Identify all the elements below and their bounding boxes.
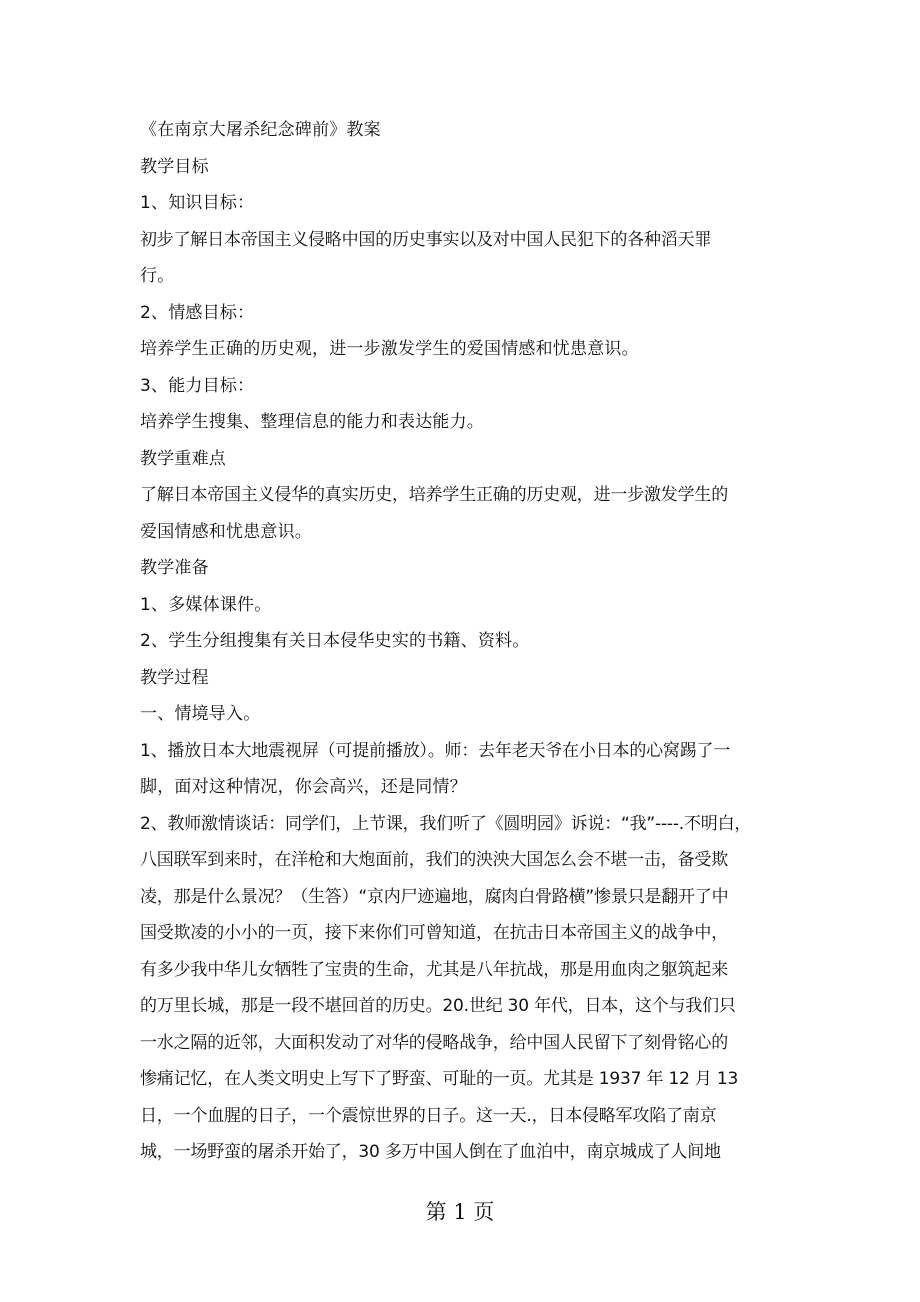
paragraph-line: 1、播放日本大地震视屏（可提前播放）。师：去年老天爷在小日本的心窝踢了一	[140, 740, 731, 761]
list-item: 2、学生分组搜集有关日本侵华史实的书籍、资料。	[140, 631, 530, 651]
section-heading: 教学准备	[140, 558, 209, 578]
paragraph-line: 2、教师激情谈话：同学们，上节课，我们听了《圆明园》诉说：“我”----.不明白，	[140, 813, 752, 834]
paragraph-line: 行。	[140, 266, 175, 286]
sub-heading: 1、知识目标：	[140, 193, 255, 213]
section-heading: 教学过程	[140, 667, 209, 688]
paragraph-line: 培养学生搜集、整理信息的能力和表达能力。	[140, 412, 484, 432]
paragraph-line: 国受欺凌的小小的一页，接下来你们可曾知道，在抗击日本帝国主义的战争中，	[140, 923, 728, 943]
page-number: 第 1 页	[425, 1200, 495, 1224]
document-body	[140, 112, 790, 1171]
paragraph-line: 惨痛记忆，在人类文明史上写下了野蛮、可耻的一页。尤其是 1937 年 12 月 13	[140, 1069, 739, 1089]
paragraph-line: 爱国情感和忧患意识。	[140, 521, 312, 542]
paragraph-line: 了解日本帝国主义侵华的真实历史，培养学生正确的历史观，进一步激发学生的	[140, 485, 728, 505]
section-heading: 教学重难点	[140, 448, 226, 469]
paragraph-line: 日，一个血腥的日子，一个震惊世界的日子。这一天.，日本侵略军攻陷了南京	[140, 1105, 717, 1126]
paragraph-line: 八国联军到来时，在洋枪和大炮面前，我们的泱泱大国怎么会不堪一击，备受欺	[140, 850, 728, 870]
list-item: 1、多媒体课件。	[140, 594, 272, 615]
paragraph-line: 城，一场野蛮的屠杀开始了，30 多万中国人倒在了血泊中，南京城成了人间地	[140, 1142, 721, 1162]
document-title: 《在南京大屠杀纪念碑前》教案	[140, 120, 381, 140]
paragraph-line: 脚，面对这种情况，你会高兴，还是同情？	[140, 777, 467, 797]
sub-heading: 3、能力目标：	[140, 375, 255, 396]
paragraph-line: 培养学生正确的历史观，进一步激发学生的爱国情感和忧患意识。	[140, 339, 639, 359]
section-heading: 教学目标	[140, 156, 209, 177]
paragraph-line: 初步了解日本帝国主义侵略中国的历史事实以及对中国人民犯下的各种滔天罪	[140, 229, 712, 250]
sub-heading: 2、情感目标：	[140, 302, 255, 323]
paragraph-line: 有多少我中华儿女牺牲了宝贵的生命，尤其是八年抗战，那是用血肉之躯筑起来	[140, 959, 728, 980]
sub-heading: 一、情境导入。	[140, 704, 261, 724]
paragraph-line: 一水之隔的近邻，大面积发动了对华的侵略战争，给中国人民留下了刻骨铭心的	[140, 1032, 728, 1053]
paragraph-line: 凌，那是什么景况？（生答）“京内尸迹遍地，腐肉白骨路横”惨景只是翻开了中	[140, 886, 729, 907]
paragraph-line: 的万里长城，那是一段不堪回首的历史。20.世纪 30 年代，日本，这个与我们只	[140, 996, 736, 1016]
